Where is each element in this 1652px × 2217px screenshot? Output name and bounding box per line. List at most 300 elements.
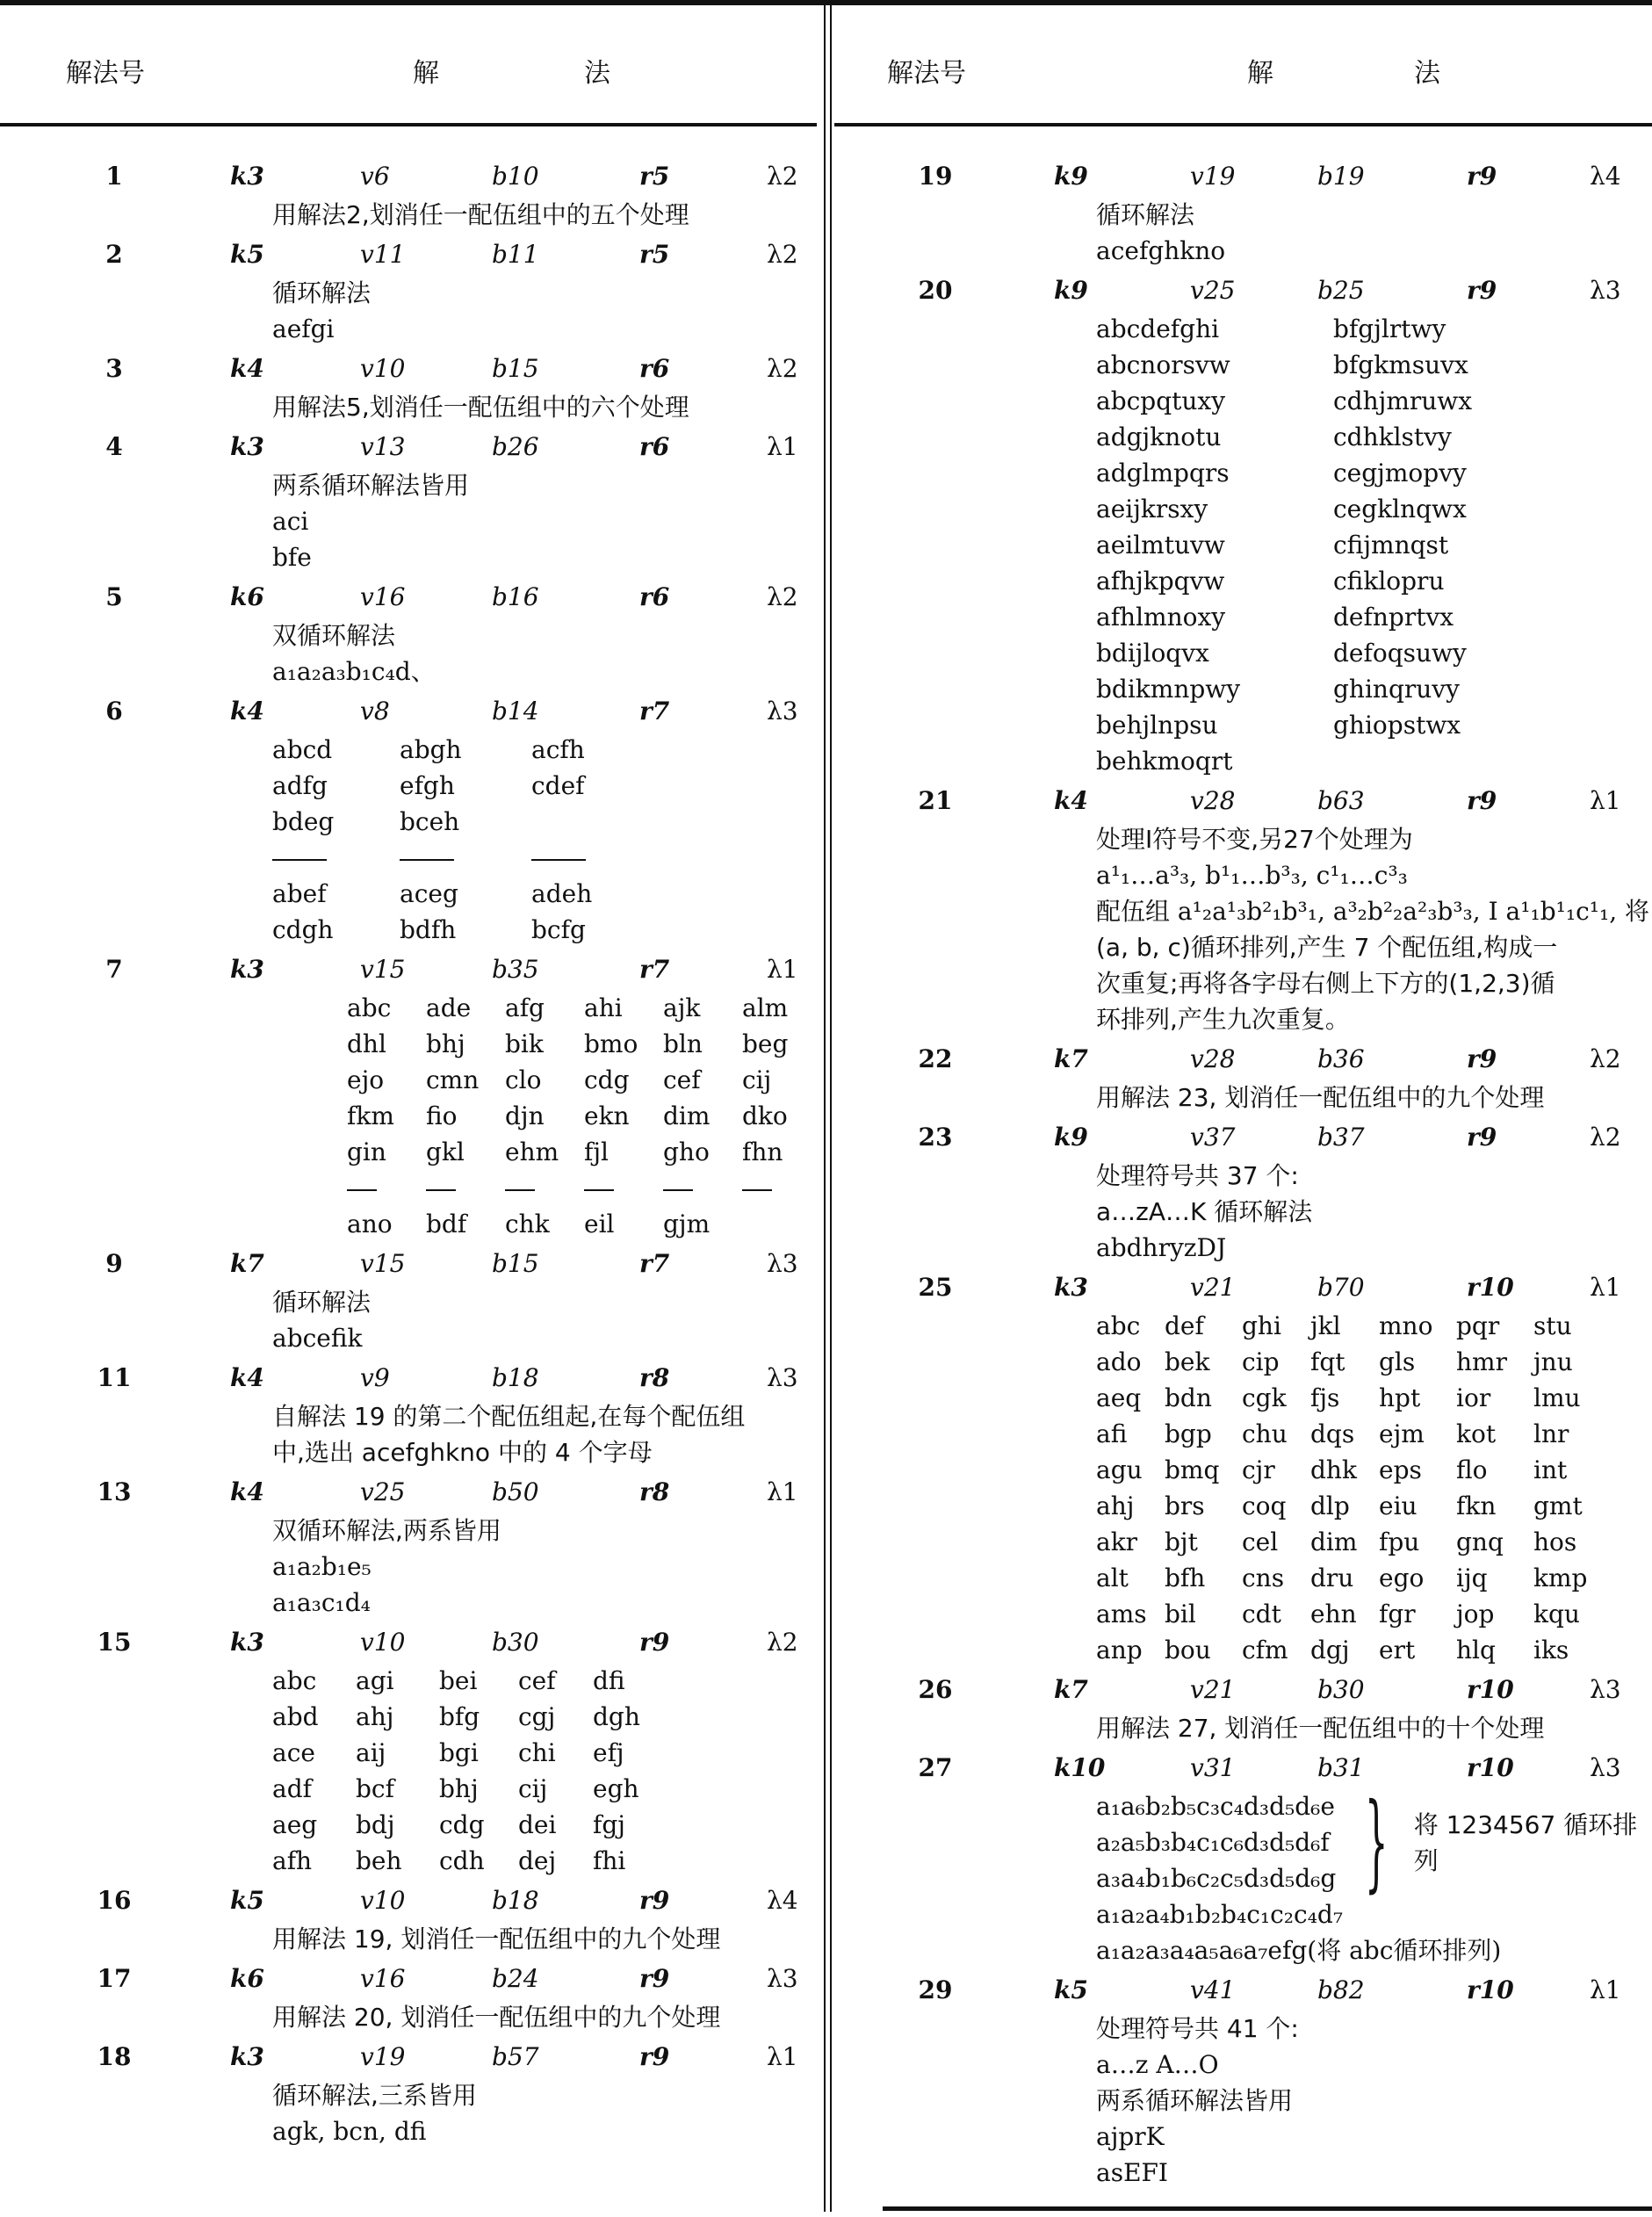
param-r: r9 <box>639 1964 670 1993</box>
solution-entry <box>0 955 817 1242</box>
solution-number: 11 <box>97 1363 132 1392</box>
block-cell: bmq <box>1165 1455 1220 1484</box>
solution-content <box>1096 1308 1652 1668</box>
solution-entry <box>834 276 1652 779</box>
header-solution-number: 解法号 <box>66 58 145 89</box>
block-cell: bik <box>505 1029 544 1058</box>
param-r: r10 <box>1467 1975 1514 2004</box>
param-r: r5 <box>639 162 670 191</box>
block-cell: bdf <box>426 1210 467 1238</box>
separator-cell <box>400 840 531 876</box>
left-column <box>0 0 817 2156</box>
formula-line: a₃a₄b₁b₆c₂c₅d₃d₅d₆g <box>1096 1864 1337 1893</box>
block-cell: efgh <box>400 771 455 800</box>
block-cell: abef <box>272 879 327 908</box>
block-cell: abcd <box>272 735 333 764</box>
param-v: v15 <box>360 1249 406 1278</box>
param-k: k7 <box>230 1249 264 1278</box>
param-r: r9 <box>1467 1123 1497 1152</box>
param-v: v37 <box>1190 1123 1236 1152</box>
block-cell: afg <box>505 993 545 1022</box>
param-v: v25 <box>1190 276 1236 305</box>
block-cell: bgi <box>439 1738 479 1767</box>
separator-dash <box>272 859 327 861</box>
param-lambda: λ3 <box>767 1363 798 1392</box>
block-cell: aeg <box>272 1810 318 1839</box>
solution-content <box>272 1921 817 1957</box>
block-cell: clo <box>505 1065 542 1094</box>
column-divider <box>824 0 826 2212</box>
solution-content <box>1096 1158 1652 1266</box>
solution-number: 19 <box>918 162 953 191</box>
block-cell: akr <box>1096 1527 1138 1556</box>
param-b: b11 <box>492 240 539 269</box>
block-cell: afhlmnoxy <box>1096 603 1226 632</box>
block-cell: ejm <box>1379 1419 1425 1448</box>
solution-parameters <box>834 1123 1652 1158</box>
solution-entry <box>834 1273 1652 1668</box>
block-cell: defoqsuwy <box>1333 639 1467 668</box>
param-k: k6 <box>230 582 264 611</box>
solution-content <box>1096 821 1652 1037</box>
param-r: r9 <box>1467 162 1497 191</box>
block-cell: kmp <box>1533 1563 1588 1592</box>
param-lambda: λ3 <box>1590 276 1621 305</box>
param-b: b25 <box>1317 276 1365 305</box>
solution-line: 循环解法 <box>272 278 372 307</box>
block-cell: abd <box>272 1702 319 1731</box>
block-cell: agu <box>1096 1455 1143 1484</box>
block-cell: beh <box>356 1846 402 1875</box>
solution-parameters <box>0 1886 817 1921</box>
block-cell: lmu <box>1533 1383 1581 1412</box>
block-cell: cdef <box>531 771 585 800</box>
solution-entry <box>0 240 817 347</box>
block-cell: anp <box>1096 1636 1143 1665</box>
param-lambda: λ1 <box>767 955 798 984</box>
block-cell: cegklnqwx <box>1333 495 1467 524</box>
solution-parameters <box>0 162 817 197</box>
param-lambda: λ4 <box>1590 162 1621 191</box>
solution-parameters <box>834 276 1652 311</box>
param-lambda: λ2 <box>1590 1123 1621 1152</box>
solution-entry <box>0 1477 817 1621</box>
param-r: r6 <box>639 582 670 611</box>
solution-line: aefgi <box>272 314 335 343</box>
block-cell: cdhjmruwx <box>1333 386 1473 415</box>
block-cell: cef <box>518 1666 556 1695</box>
param-b: b16 <box>492 582 539 611</box>
block-cell: cdgh <box>272 915 334 944</box>
solution-number: 1 <box>105 162 123 191</box>
param-lambda: λ1 <box>767 1477 798 1506</box>
param-k: k4 <box>230 697 264 726</box>
param-v: v10 <box>360 1886 406 1915</box>
header-solution-1: 解 <box>1247 58 1273 89</box>
formula-line <box>1096 893 1652 929</box>
block-cell: bdfh <box>400 915 457 944</box>
block-cell: djn <box>505 1101 545 1130</box>
block-cell: adf <box>272 1774 312 1803</box>
block-cell: bhj <box>439 1774 479 1803</box>
param-lambda: λ2 <box>767 240 798 269</box>
block-cell: bei <box>439 1666 478 1695</box>
solution-number: 21 <box>918 786 953 815</box>
block-cell: chi <box>518 1738 556 1767</box>
solution-entry <box>0 432 817 575</box>
solution-line: 处理符号共 37 个: <box>1096 1161 1299 1190</box>
solution-number: 22 <box>918 1044 953 1073</box>
block-cell: abcdefghi <box>1096 314 1220 343</box>
solution-parameters <box>0 1363 817 1398</box>
param-lambda: λ2 <box>1590 1044 1621 1073</box>
block-cell: dej <box>518 1846 557 1875</box>
param-k: k10 <box>1054 1753 1106 1782</box>
block-cell: adeh <box>531 879 593 908</box>
param-r: r7 <box>639 955 670 984</box>
formula-line: a₁a₂a₃a₄a₅a₆a₇efg(将 abc循环排列) <box>1096 1936 1502 1965</box>
param-b: b50 <box>492 1477 539 1506</box>
block-cell: cdhklstvy <box>1333 422 1452 451</box>
solution-line: agk, bcn, dfi <box>272 2117 427 2146</box>
param-b: b18 <box>492 1886 539 1915</box>
block-cell <box>531 804 654 840</box>
block-cell: gnq <box>1456 1527 1504 1556</box>
solution-parameters <box>834 1273 1652 1308</box>
param-k: k9 <box>1054 276 1088 305</box>
solution-parameters <box>0 955 817 990</box>
block-cell: fkm <box>347 1101 394 1130</box>
param-v: v6 <box>360 162 390 191</box>
param-k: k9 <box>1054 1123 1088 1152</box>
block-cell: ert <box>1379 1636 1416 1665</box>
param-k: k6 <box>230 1964 264 1993</box>
block-cell: alm <box>742 993 789 1022</box>
block-cell: bceh <box>400 807 460 836</box>
block-cell: bdikmnpwy <box>1096 675 1241 704</box>
param-k: k4 <box>230 1477 264 1506</box>
solution-content <box>272 732 817 948</box>
block-cell: cfm <box>1242 1636 1288 1665</box>
block-cell: acfh <box>531 735 585 764</box>
block-cell: abc <box>1096 1311 1141 1340</box>
solution-number: 17 <box>97 1964 132 1993</box>
solution-line: acefghkno <box>1096 236 1226 265</box>
block-cell: gin <box>347 1137 386 1166</box>
block-cell: ejo <box>347 1065 385 1094</box>
solution-line: 用解法2,划消任一配伍组中的五个处理 <box>272 200 689 229</box>
block-cell: bdijloqvx <box>1096 639 1209 668</box>
solution-line: 双循环解法,两系皆用 <box>272 1516 501 1545</box>
block-cell: abcnorsvw <box>1096 350 1230 379</box>
solution-content <box>272 467 817 575</box>
solution-entry <box>834 1675 1652 1746</box>
param-k: k3 <box>230 432 264 461</box>
solution-entry <box>834 1753 1652 1968</box>
param-r: r9 <box>639 2042 670 2071</box>
separator-dash <box>426 1189 456 1191</box>
block-cell: bdn <box>1165 1383 1212 1412</box>
param-v: v15 <box>360 955 406 984</box>
solution-parameters <box>834 786 1652 821</box>
separator-dash <box>742 1189 772 1191</box>
separator-row <box>272 840 817 876</box>
solution-entry <box>834 786 1652 1037</box>
block-cell: afhjkpqvw <box>1096 567 1225 596</box>
param-lambda: λ2 <box>767 162 798 191</box>
solution-content <box>272 1999 817 2035</box>
solution-number: 3 <box>105 354 123 383</box>
separator-dash <box>663 1189 693 1191</box>
param-lambda: λ2 <box>767 354 798 383</box>
block-cell: ehm <box>505 1137 559 1166</box>
solution-content <box>272 1663 817 1879</box>
block-cell: pqr <box>1456 1311 1500 1340</box>
block-cell: bhj <box>426 1029 465 1058</box>
block-cell: abcpqtuxy <box>1096 386 1226 415</box>
param-v: v25 <box>360 1477 406 1506</box>
param-v: v10 <box>360 354 406 383</box>
param-r: r9 <box>1467 276 1497 305</box>
solution-entry <box>0 697 817 948</box>
formula-line: a₁a₂a₃b₁c₄d、 <box>272 657 436 686</box>
right-column <box>834 0 1652 2198</box>
solution-line: a…zA…K 循环解法 <box>1096 1197 1313 1226</box>
block-cell: hpt <box>1379 1383 1421 1412</box>
block-cell: fkn <box>1456 1491 1497 1520</box>
separator-cell <box>347 1170 426 1206</box>
solution-line: 循环解法 <box>1096 200 1195 229</box>
block-grid <box>272 876 817 948</box>
block-cell: cdt <box>1242 1600 1281 1628</box>
solution-parameters <box>0 1628 817 1663</box>
block-cell: ado <box>1096 1347 1142 1376</box>
solution-content <box>1096 2011 1652 2191</box>
header-solution-2: 法 <box>584 58 610 89</box>
solution-parameters <box>0 432 817 467</box>
block-cell: cns <box>1242 1563 1285 1592</box>
param-v: v31 <box>1190 1753 1236 1782</box>
param-v: v28 <box>1190 786 1236 815</box>
block-cell: cdh <box>439 1846 485 1875</box>
separator-cell <box>584 1170 663 1206</box>
solution-number: 13 <box>97 1477 132 1506</box>
block-cell: aeijkrsxy <box>1096 495 1208 524</box>
solution-line: 自解法 19 的第二个配伍组起,在每个配伍组 <box>272 1402 746 1431</box>
separator-cell <box>531 840 654 876</box>
block-grid <box>347 1206 817 1242</box>
solution-line: 用解法 19, 划消任一配伍组中的九个处理 <box>272 1925 721 1953</box>
param-r: r10 <box>1467 1273 1514 1302</box>
block-cell: ace <box>272 1738 315 1767</box>
solution-parameters <box>0 1964 817 1999</box>
solution-entry <box>834 1975 1652 2191</box>
param-v: v21 <box>1190 1273 1236 1302</box>
solution-line: 用解法5,划消任一配伍组中的六个处理 <box>272 393 689 422</box>
block-cell: gjm <box>663 1210 711 1238</box>
formula-line: a¹₁…a³₃, b¹₁…b³₃, c¹₁…c³₃ <box>1096 861 1408 890</box>
block-cell: bcfg <box>531 915 586 944</box>
block-cell: brs <box>1165 1491 1205 1520</box>
solution-number: 9 <box>105 1249 123 1278</box>
solution-content <box>272 1513 817 1621</box>
separator-dash <box>347 1189 377 1191</box>
param-k: k9 <box>1054 162 1088 191</box>
block-cell: dhl <box>347 1029 386 1058</box>
block-cell: fhi <box>593 1846 626 1875</box>
solution-number: 6 <box>105 697 123 726</box>
block-cell: dgj <box>1310 1636 1350 1665</box>
block-cell: ams <box>1096 1600 1147 1628</box>
block-cell: alt <box>1096 1563 1129 1592</box>
solution-number: 27 <box>918 1753 953 1782</box>
param-k: k3 <box>230 955 264 984</box>
solution-content <box>272 617 817 690</box>
solution-parameters <box>834 1753 1652 1788</box>
param-r: r7 <box>639 697 670 726</box>
solution-line: 处理I符号不变,另27个处理为 <box>1096 825 1413 854</box>
solution-entry <box>0 582 817 690</box>
solution-entry <box>834 162 1652 269</box>
solution-line: 处理符号共 41 个: <box>1096 2014 1299 2043</box>
block-cell: flo <box>1456 1455 1488 1484</box>
block-cell: ego <box>1379 1563 1425 1592</box>
param-b: b24 <box>492 1964 539 1993</box>
param-v: v16 <box>360 1964 406 1993</box>
block-cell: aij <box>356 1738 386 1767</box>
block-cell: adglmpqrs <box>1096 459 1230 487</box>
separator-cell <box>426 1170 505 1206</box>
param-k: k3 <box>1054 1273 1088 1302</box>
block-cell: behkmoqrt <box>1096 747 1233 776</box>
block-cell: cij <box>518 1774 548 1803</box>
block-cell: bil <box>1165 1600 1196 1628</box>
param-v: v41 <box>1190 1975 1236 2004</box>
param-b: b10 <box>492 162 539 191</box>
solution-parameters <box>834 162 1652 197</box>
solution-content <box>272 1284 817 1356</box>
param-k: k4 <box>230 354 264 383</box>
table-header <box>0 0 817 126</box>
solution-content <box>272 2077 817 2149</box>
solution-number: 20 <box>918 276 953 305</box>
separator-dash <box>584 1189 614 1191</box>
formula-text: a¹₂a¹₃b²₁b³₁, a³₂b²₂a²₃b³₃, I a¹₁b¹₁c¹₁, 将 <box>1177 897 1649 926</box>
formula-prefix: 配伍组 <box>1096 897 1171 926</box>
block-cell: ghi <box>1242 1311 1281 1340</box>
param-r: r9 <box>639 1886 670 1915</box>
block-cell: ahi <box>584 993 623 1022</box>
block-cell: stu <box>1533 1311 1572 1340</box>
block-grid <box>272 1663 817 1879</box>
param-v: v9 <box>360 1363 390 1392</box>
param-k: k7 <box>1054 1044 1088 1073</box>
block-cell: bfg <box>439 1702 480 1731</box>
block-cell: gmt <box>1533 1491 1583 1520</box>
param-k: k4 <box>230 1363 264 1392</box>
param-lambda: λ2 <box>767 1628 798 1657</box>
brace-note: 将 1234567 循环排列 <box>1413 1809 1638 1875</box>
block-cell: bln <box>663 1029 703 1058</box>
block-cell: dru <box>1310 1563 1354 1592</box>
solution-line: (a, b, c)循环排列,产生 7 个配伍组,构成一 <box>1096 933 1558 962</box>
column-divider-inner <box>830 0 832 2212</box>
solution-number: 16 <box>97 1886 132 1915</box>
block-cell: eps <box>1379 1455 1422 1484</box>
block-cell: abgh <box>400 735 462 764</box>
solution-line: abdhryzDJ <box>1096 1233 1227 1262</box>
header-solution-number: 解法号 <box>887 58 966 89</box>
param-v: v13 <box>360 432 406 461</box>
param-lambda: λ3 <box>767 1249 798 1278</box>
block-cell: ahj <box>1096 1491 1135 1520</box>
separator-dash <box>531 859 586 861</box>
param-v: v21 <box>1190 1675 1236 1704</box>
block-cell: afi <box>1096 1419 1128 1448</box>
block-cell: ghiopstwx <box>1333 711 1461 740</box>
param-b: b30 <box>1317 1675 1365 1704</box>
block-cell: dhk <box>1310 1455 1357 1484</box>
block-cell: bfgjlrtwy <box>1333 314 1446 343</box>
block-grid <box>272 732 817 840</box>
solution-content <box>1096 1780 1652 1968</box>
solution-number: 15 <box>97 1628 132 1657</box>
block-cell: dqs <box>1310 1419 1355 1448</box>
block-cell <box>742 1206 821 1242</box>
solution-line: aci <box>272 507 309 536</box>
block-cell: abc <box>272 1666 317 1695</box>
param-lambda: λ1 <box>767 432 798 461</box>
param-b: b26 <box>492 432 539 461</box>
block-cell: gkl <box>426 1137 465 1166</box>
block-cell: hlq <box>1456 1636 1496 1665</box>
block-cell: cip <box>1242 1347 1280 1376</box>
formula-line: a₁a₂b₁e₅ <box>272 1552 372 1581</box>
separator-cell <box>663 1170 742 1206</box>
param-v: v19 <box>1190 162 1236 191</box>
param-r: r9 <box>1467 786 1497 815</box>
param-lambda: λ1 <box>1590 1975 1621 2004</box>
param-r: r8 <box>639 1363 670 1392</box>
block-cell: jkl <box>1310 1311 1341 1340</box>
block-cell: cegjmopvy <box>1333 459 1467 487</box>
block-cell: defnprtvx <box>1333 603 1454 632</box>
param-lambda: λ3 <box>767 1964 798 1993</box>
solution-parameters <box>0 2042 817 2077</box>
solution-line: asEFI <box>1096 2158 1168 2187</box>
param-r: r9 <box>639 1628 670 1657</box>
separator-dash <box>400 859 454 861</box>
block-cell: behjlnpsu <box>1096 711 1218 740</box>
block-cell: bfh <box>1165 1563 1206 1592</box>
block-grid <box>347 990 817 1170</box>
param-b: b57 <box>492 2042 539 2071</box>
separator-row <box>347 1170 817 1206</box>
separator-cell <box>505 1170 584 1206</box>
brace-lines <box>1096 1788 1336 1896</box>
solution-entry <box>0 354 817 425</box>
solution-content <box>1096 1080 1652 1116</box>
solution-line: 中,选出 acefghkno 中的 4 个字母 <box>272 1438 653 1467</box>
solution-parameters <box>0 582 817 617</box>
block-cell: dim <box>1310 1527 1358 1556</box>
block-grid <box>1096 1308 1652 1668</box>
block-cell: bdj <box>356 1810 395 1839</box>
block-cell: beg <box>742 1029 789 1058</box>
solution-parameters <box>834 1675 1652 1710</box>
block-cell: gls <box>1379 1347 1416 1376</box>
solution-line: 两系循环解法皆用 <box>1096 2086 1294 2115</box>
